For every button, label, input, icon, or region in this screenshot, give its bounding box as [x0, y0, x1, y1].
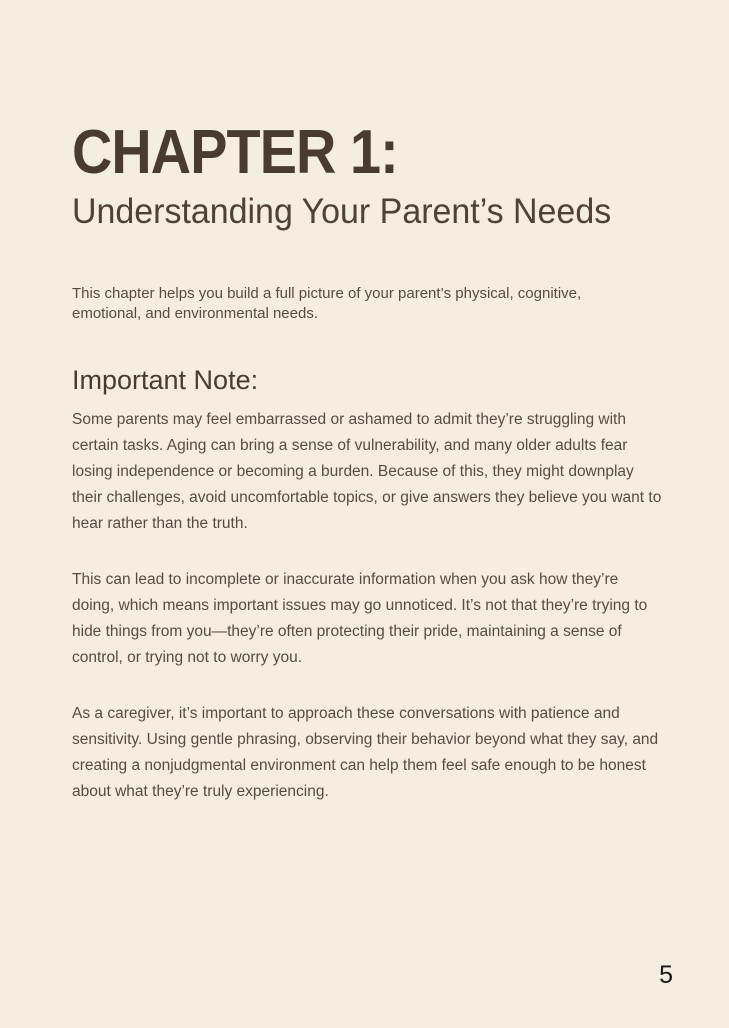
- page-number: 5: [659, 961, 673, 989]
- body-paragraph: This can lead to incomplete or inaccurate information when you ask how they’re doing, which means important issues may go unnoticed. It’s not that they’re trying to hide things from you—they’re often protecting their pride, maintaining a sense of control, or trying not to worry you.: [72, 570, 648, 666]
- important-note-heading: Important Note:: [72, 365, 259, 396]
- intro-paragraph: This chapter helps you build a full picture of your parent’s physical, cognitive, emotional, and environmental needs.: [72, 285, 582, 323]
- chapter-title: CHAPTER 1:: [72, 118, 398, 187]
- body-paragraph: As a caregiver, it’s important to approach these conversations with patience and sensitivity. Using gentle phrasing, observing their behavior beyond what they say, and creating a nonjudgmental environment can help them feel safe enough to be honest about what they’re truly experiencing.: [72, 704, 659, 800]
- important-note-body: [72, 407, 662, 805]
- body-paragraph: Some parents may feel embarrassed or ashamed to admit they’re struggling with certain tasks. Aging can bring a sense of vulnerability, and many older adults fear losing independence or becoming a burden. Because of this, they might downplay their challenges, avoid uncomfortable topics, or give answers they believe you want to hear rather than the truth.: [72, 410, 662, 532]
- chapter-subtitle: Understanding Your Parent’s Needs: [72, 192, 612, 231]
